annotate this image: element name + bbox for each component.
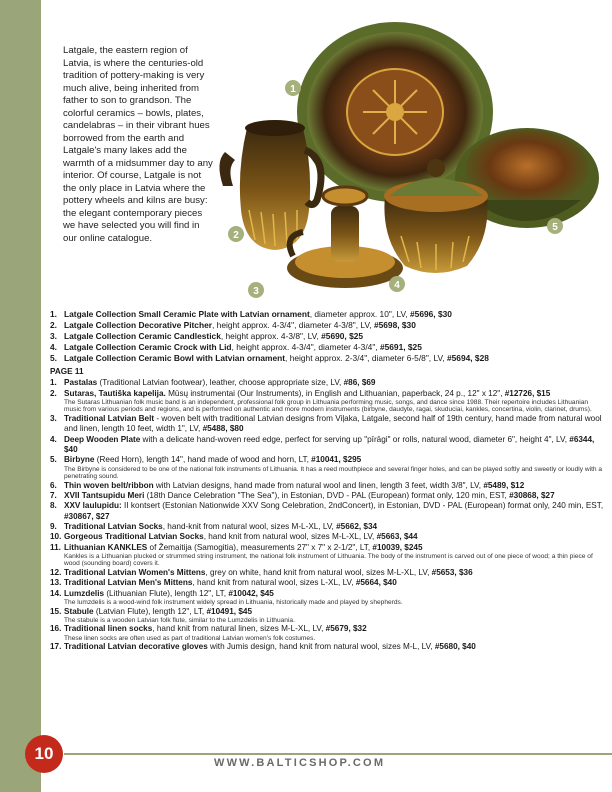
item-number: 16. xyxy=(50,624,62,634)
item-code: #10042, $45 xyxy=(228,588,274,598)
item-details: , height approx. 4-3/4", diameter 4-3/4", xyxy=(231,342,380,352)
item-name: Thin woven belt/ribbon xyxy=(64,480,154,490)
item-code: #30868, $27 xyxy=(509,491,555,501)
item-number: 5. xyxy=(50,455,57,465)
item-number: 5. xyxy=(50,353,57,363)
item-code: #5680, $40 xyxy=(434,642,476,652)
item-code: #5691, $25 xyxy=(379,342,422,352)
item-name: Birbyne xyxy=(64,455,95,465)
item-number: 7. xyxy=(50,491,57,501)
list-item xyxy=(50,309,605,320)
item-number: 15. xyxy=(50,606,62,616)
item-number: 17. xyxy=(50,642,62,652)
item-code: #86, $69 xyxy=(343,378,376,388)
item-body xyxy=(64,589,606,607)
item-details: (Latvian Flute), length 12", LT, xyxy=(93,606,207,616)
marker-1: 1 xyxy=(290,84,296,95)
item-code: #5679, $32 xyxy=(325,624,367,634)
list-item xyxy=(50,543,606,568)
item-code: #6344, $40 xyxy=(64,434,595,454)
footer-divider xyxy=(64,753,612,755)
item-details: , grey on white, hand knit from natural wool, sizes M-L-XL, LV, xyxy=(205,568,432,578)
item-number: 6. xyxy=(50,480,57,490)
item-description: The stabule is a wooden Latvian folk flute, similar to the Lumzdelis in Lithuania. xyxy=(64,616,295,624)
item-body xyxy=(64,568,606,578)
item-number: 8. xyxy=(50,501,57,511)
marker-2: 2 xyxy=(233,230,239,241)
list-item xyxy=(50,353,605,364)
item-code: #5653, $36 xyxy=(431,568,473,578)
item-body xyxy=(64,642,606,652)
item-body xyxy=(64,532,606,542)
item-code: #5664, $40 xyxy=(355,578,397,588)
list-item xyxy=(50,501,606,522)
item-details: (Traditional Latvian footwear), leather, choose appropriate size, LV, xyxy=(97,378,344,388)
item-code: #10041, $295 xyxy=(311,455,362,465)
item-body xyxy=(64,414,606,435)
item-number: 11. xyxy=(50,542,61,552)
item-code: #5698, $30 xyxy=(373,320,416,330)
item-name: Deep Wooden Plate xyxy=(64,434,141,444)
page-number-badge: 10 xyxy=(25,735,63,773)
item-code: #5662, $34 xyxy=(336,521,378,531)
item-name: XVII Tantsupidu Meri xyxy=(64,491,145,501)
item-body xyxy=(64,435,606,456)
item-details: , height approx. 4-3/8", LV, xyxy=(220,331,322,341)
list-item xyxy=(50,342,605,353)
item-description: The Sutaras Lithuanian folk music band is an independent, professional folk group in Lithuania performing music, songs, and dance since 1988. Their repertoire includes Lithuanian music from various periods and regions, and is performed on authentic and more modern instruments (birbyne, daudyte, ragai, skuduciai, kankles, concertina, violin, clarinet, drums). xyxy=(64,398,592,414)
item-number: 1. xyxy=(50,378,57,388)
item-details: (Lithuanian Flute), length 12", LT, xyxy=(104,588,229,598)
list-item xyxy=(50,491,606,501)
item-number: 10. xyxy=(50,532,62,542)
item-details: (Reed Horn), length 14", hand made of wood and horn, LT, xyxy=(94,455,312,465)
list-item xyxy=(50,378,606,388)
item-number: 12. xyxy=(50,568,62,578)
item-name: Latgale Collection Ceramic Bowl with Latvian ornament xyxy=(64,353,286,363)
item-code: #5663, $44 xyxy=(376,532,418,542)
item-body xyxy=(64,481,606,491)
list-item xyxy=(50,589,606,607)
item-name: Gorgeous Traditional Latvian Socks xyxy=(64,532,204,542)
item-number: 14. xyxy=(50,588,62,598)
item-name: Traditional linen socks xyxy=(64,624,153,634)
item-details: Mūsų instrumentai (Our Instruments), in English and Lithuanian, paperback, 24 p., 12" x 12", xyxy=(165,388,505,398)
item-body xyxy=(64,389,606,414)
list-item xyxy=(50,414,606,435)
item-name: Traditional Latvian decorative gloves xyxy=(64,642,208,652)
item-number: 1. xyxy=(50,309,57,319)
item-name: Traditional Latvian Women's Mittens xyxy=(64,568,206,578)
item-number: 4. xyxy=(50,434,57,444)
item-code: #5488, $80 xyxy=(202,424,244,434)
item-number: 9. xyxy=(50,521,57,531)
item-body xyxy=(64,491,606,501)
marker-5: 5 xyxy=(552,222,558,233)
item-name: Sutaras, Tautiška kapelija. xyxy=(64,388,166,398)
item-number: 2. xyxy=(50,320,57,330)
item-body xyxy=(64,578,606,588)
item-code: #30867, $27 xyxy=(64,511,110,521)
item-code: #5696, $30 xyxy=(410,309,452,319)
list-item xyxy=(50,435,606,456)
item-body xyxy=(64,378,606,388)
item-body xyxy=(64,607,606,625)
item-description: The lumzdelis is a wood-wind folk instrument widely spread in Lithuania, historically made and played by shepherds. xyxy=(64,598,403,606)
section-title: PAGE 11 xyxy=(50,367,84,376)
list-item xyxy=(50,578,606,588)
list-item xyxy=(50,331,605,342)
item-details: (18th Dance Celebration "The Sea"), in Estonian, DVD - PAL (European) format only, 120 min, EST, xyxy=(144,491,510,501)
item-details: , diameter approx. 10", LV, xyxy=(309,309,411,319)
item-body xyxy=(64,543,606,568)
item-name: Lumzdelis xyxy=(64,588,105,598)
item-name: Traditional Latvian Socks xyxy=(64,521,163,531)
list-item xyxy=(50,532,606,542)
item-name: Lithuanian KANKLES xyxy=(64,542,148,552)
item-name: Latgale Collection Decorative Pitcher xyxy=(64,320,213,330)
item-name: Traditional Latvian Belt xyxy=(64,414,155,424)
item-details: , height approx. 4-3/4", diameter 4-3/8", LV, xyxy=(212,320,374,330)
item-details: - woven belt with traditional Latvian designs from Viļaka, Latgale, second half of 19th century, hand made from natural wool and linen, length 10 feet, width 1", LV, xyxy=(64,414,602,434)
item-body xyxy=(64,455,606,480)
pottery-photo xyxy=(205,10,605,300)
left-sidebar-stripe xyxy=(0,0,41,792)
item-details: with Jumis design, hand knit from natural wool, sizes M-L, LV, xyxy=(207,642,435,652)
footer-url: WWW.BALTICSHOP.COM xyxy=(214,757,386,769)
item-number: 4. xyxy=(50,342,57,352)
list-item xyxy=(50,607,606,625)
item-name: Stabule xyxy=(64,606,94,616)
item-number: 3. xyxy=(50,331,57,341)
item-details: of Žemaitija (Samogitia), measurements 27" x 7" x 2-1/2", LT, xyxy=(147,542,373,552)
marker-4: 4 xyxy=(394,280,400,291)
list-item xyxy=(50,455,606,480)
item-number: 2. xyxy=(50,388,57,398)
intro-paragraph: Latgale, the eastern region of Latvia, is where the centuries-old tradition of pottery-making is very much alive, being inherited from father to son to grandson. The colorful ceramics – bowls, plates, candelabras – in their vibrant hues borrowed from the earth and Latgale's many lakes add the warmth of a midsummer day to any interior. Of course, Latgale is not the only place in Latvia where the pottery wheels and kilns are busy: the elegant contemporary pieces we have selected you will find in our online catalogue. xyxy=(63,45,213,244)
item-body xyxy=(64,501,606,522)
item-code: #5694, $28 xyxy=(446,353,489,363)
list-item xyxy=(50,568,606,578)
item-body xyxy=(64,522,606,532)
item-name: Latgale Collection Ceramic Crock with Lid xyxy=(64,342,232,352)
item-code: #5690, $25 xyxy=(321,331,364,341)
page-11-items-list xyxy=(50,367,606,653)
item-description: These linen socks are often used as part of traditional Latvian women's folk costumes. xyxy=(64,634,316,642)
featured-items-list xyxy=(50,309,605,364)
item-description: Kankles is a Lithuanian plucked or strummed string instrument, the national folk instrument of Lithuania. The body of the instrument is carved out of one piece of wood; a thin piece of wood (sounding board) covers it. xyxy=(64,552,593,568)
item-details: , hand knit from natural wool, sizes M-L-XL, LV, xyxy=(203,532,377,542)
item-name: Latgale Collection Ceramic Candlestick xyxy=(64,331,221,341)
item-details: , hand-knit from natural wool, sizes M-L-XL, LV, xyxy=(162,521,337,531)
item-name: Traditional Latvian Men's Mittens xyxy=(64,578,193,588)
marker-3: 3 xyxy=(253,286,259,297)
item-code: #10039, $245 xyxy=(372,542,423,552)
list-item xyxy=(50,624,606,642)
list-item xyxy=(50,481,606,491)
item-name: Latgale Collection Small Ceramic Plate with Latvian ornament xyxy=(64,309,310,319)
item-code: #12726, $15 xyxy=(504,388,551,398)
item-number: 3. xyxy=(50,414,57,424)
item-name: Pastalas xyxy=(64,378,98,388)
list-item xyxy=(50,320,605,331)
item-name: XXV laulupidu: xyxy=(64,501,122,511)
item-number: 13. xyxy=(50,578,62,588)
list-item xyxy=(50,522,606,532)
list-item xyxy=(50,389,606,414)
item-code: #5489, $12 xyxy=(483,480,525,490)
item-details: , hand knit from natural linen, sizes M-L-XL, LV, xyxy=(152,624,326,634)
item-details: , height approx. 2-3/4", diameter 6-5/8", LV, xyxy=(285,353,447,363)
item-details: with Latvian designs, hand made from natural wool and linen, length 3 feet, width 3/8", LV, xyxy=(153,480,484,490)
item-details: II kontsert (Estonian Nationwide XXV Song Celebration, 2ndConcert), in Estonian, DVD - PAL (European) format only, 240 min, EST, xyxy=(121,501,604,511)
list-item xyxy=(50,642,606,652)
item-description: The Birbyne is considered to be one of the national folk instruments of Lithuania. It has a reed mouthpiece and several finger holes, and can be played softly and sweetly or loudly with a penetrating sound. xyxy=(64,465,603,481)
item-details: , hand knit from natural wool, sizes L-XL, LV, xyxy=(192,578,356,588)
item-code: #10491, $45 xyxy=(206,606,252,616)
item-details: with a delicate hand-woven reed edge, perfect for serving up "pīrāgi" or rolls, natural wood, diameter 6", height 4", LV, xyxy=(140,434,570,444)
item-body xyxy=(64,624,606,642)
